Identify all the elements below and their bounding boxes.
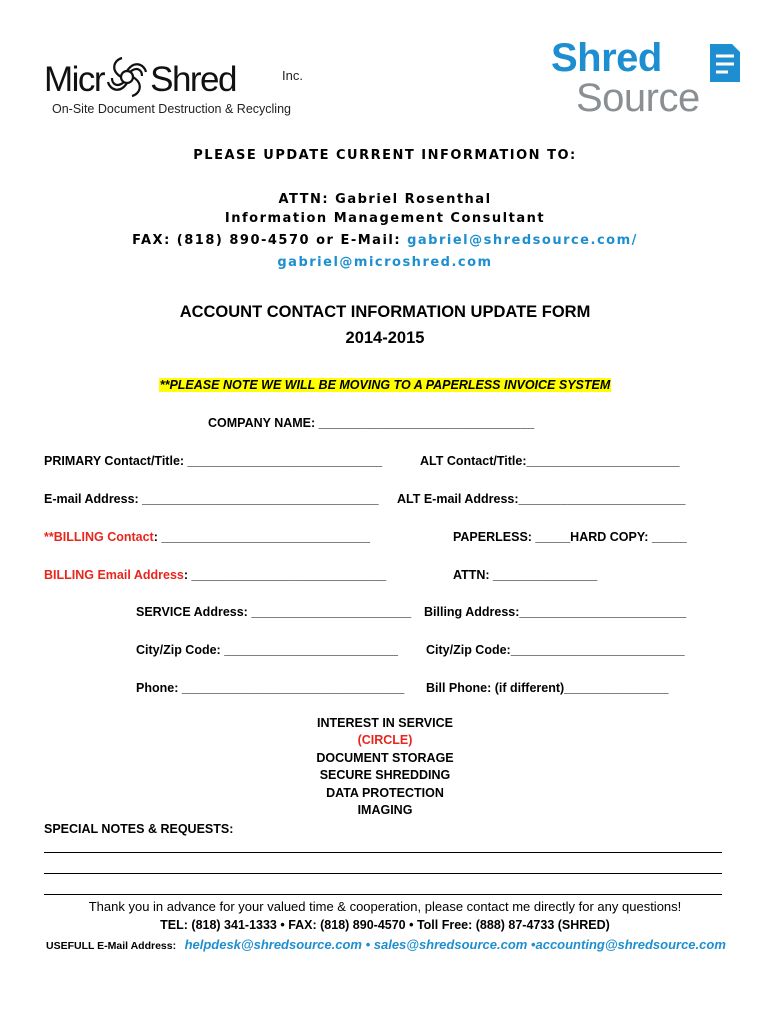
primary-contact-field[interactable]: PRIMARY Contact/Title: ____________________________ bbox=[44, 454, 383, 468]
email-link-1[interactable]: gabriel@shredsource.com/ bbox=[407, 233, 638, 248]
microshred-logo bbox=[44, 40, 314, 120]
notes-line[interactable] bbox=[44, 852, 722, 853]
role-line: Information Management Consultant bbox=[224, 211, 546, 226]
interest-heading: INTEREST IN SERVICE bbox=[317, 716, 453, 730]
useful-email-links[interactable]: helpdesk@shredsource.com • sales@shredsource.com •accounting@shredsource.com bbox=[184, 937, 726, 952]
update-to-heading: PLEASE UPDATE CURRENT INFORMATION TO: bbox=[193, 148, 577, 163]
phone-field[interactable]: Phone: ________________________________ bbox=[136, 681, 405, 695]
tel-label: TEL bbox=[160, 918, 184, 932]
billing-email-field[interactable] bbox=[44, 568, 386, 582]
thanks-line: Thank you in advance for your valued time & cooperation, please contact me directly for any questions! bbox=[88, 899, 682, 914]
contact-line bbox=[0, 918, 770, 932]
notes-divider bbox=[44, 894, 722, 895]
swirl-icon bbox=[104, 54, 150, 100]
paperless-note-wrap bbox=[0, 376, 770, 394]
city-zip-field[interactable]: City/Zip Code: _________________________ bbox=[136, 643, 398, 657]
inc-label: Inc. bbox=[282, 68, 303, 83]
useful-email-label: USEFULL E-Mail Address: bbox=[46, 940, 177, 952]
logo-source-word: Source bbox=[576, 76, 700, 120]
billing-email-label: BILLING Email Address bbox=[44, 568, 184, 582]
billing-contact-label: **BILLING Contact bbox=[44, 530, 154, 544]
tel-rest: : (818) 341-1333 • FAX: (818) 890-4570 • Toll Free: (888) 87-4733 (SHRED) bbox=[183, 918, 610, 932]
fax-label: FAX: (818) 890-4570 or E-Mail: bbox=[132, 233, 408, 248]
shredsource-logo bbox=[548, 36, 748, 125]
brand-right: Shred bbox=[150, 60, 236, 99]
tagline: On-Site Document Destruction & Recycling bbox=[52, 102, 291, 116]
brand-left: Micr bbox=[44, 60, 105, 99]
form-title: ACCOUNT CONTACT INFORMATION UPDATE FORM bbox=[179, 303, 591, 321]
notes-line[interactable] bbox=[44, 873, 722, 874]
attn-field[interactable]: ATTN: _______________ bbox=[453, 568, 598, 582]
alt-email-field[interactable]: ALT E-mail Address:________________________ bbox=[397, 492, 686, 506]
microshred-brand bbox=[44, 54, 236, 100]
billing-city-zip-field[interactable]: City/Zip Code:_________________________ bbox=[426, 643, 685, 657]
shred-paper-icon bbox=[706, 42, 744, 86]
paperless-note: **PLEASE NOTE WE WILL BE MOVING TO A PAPERLESS INVOICE SYSTEM bbox=[159, 378, 611, 392]
email-link-2[interactable]: gabriel@microshred.com bbox=[277, 255, 493, 270]
special-notes-label: SPECIAL NOTES & REQUESTS: bbox=[44, 822, 234, 836]
email-field[interactable]: E-mail Address: __________________________________ bbox=[44, 492, 379, 506]
service-option[interactable]: SECURE SHREDDING bbox=[319, 768, 451, 782]
service-option[interactable]: IMAGING bbox=[357, 803, 413, 817]
logo-shred-word: Shred bbox=[551, 36, 662, 80]
paperless-hardcopy-field[interactable]: PAPERLESS: _____HARD COPY: _____ bbox=[453, 530, 687, 544]
billing-contact-blank[interactable]: : ______________________________ bbox=[153, 530, 370, 544]
attn-line: ATTN: Gabriel Rosenthal bbox=[278, 192, 492, 207]
service-address-field[interactable]: SERVICE Address: _______________________ bbox=[136, 605, 412, 619]
service-option[interactable]: DOCUMENT STORAGE bbox=[316, 751, 454, 765]
service-option[interactable]: DATA PROTECTION bbox=[326, 786, 444, 800]
circle-instruction: (CIRCLE) bbox=[357, 733, 413, 747]
useful-email-line bbox=[46, 936, 726, 954]
billing-contact-field[interactable] bbox=[44, 530, 370, 544]
billing-address-field[interactable]: Billing Address:________________________ bbox=[424, 605, 687, 619]
bill-phone-field[interactable]: Bill Phone: (if different)_______________ bbox=[426, 681, 669, 695]
company-name-field[interactable]: COMPANY NAME: _______________________________ bbox=[208, 416, 535, 430]
billing-email-blank[interactable]: : ____________________________ bbox=[183, 568, 387, 582]
alt-contact-field[interactable]: ALT Contact/Title:______________________ bbox=[420, 454, 680, 468]
form-years: 2014-2015 bbox=[345, 329, 425, 347]
fax-line bbox=[0, 233, 770, 248]
